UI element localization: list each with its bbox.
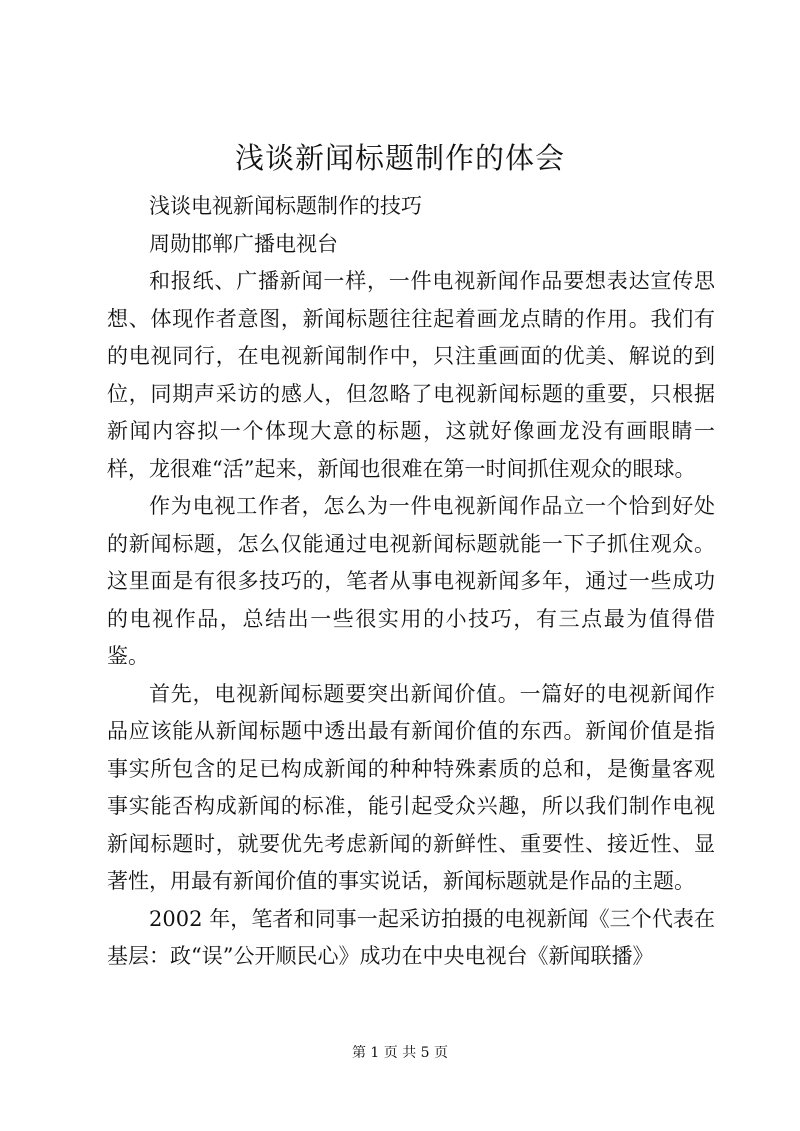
body-paragraph-3: 首先，电视新闻标题要突出新闻价值。一篇好的电视新闻作品应该能从新闻标题中透出最有新闻价值的东西。新闻价值是指事实所包含的足已构成新闻的种种特殊素质的总和，是衡量客观事实能否构成新闻的标准，能引起受众兴趣，所以我们制作电视新闻标题时，就要优先考虑新闻的新鲜性、重要性、接近性、显著性，用最有新闻价值的事实说话，新闻标题就是作品的主题。 (107, 681, 715, 893)
document-body (107, 188, 715, 976)
document-title: 浅谈新闻标题制作的体会 (234, 141, 565, 175)
page-number-footer: 第 1 页 共 5 页 (351, 1045, 449, 1061)
body-paragraph-4: 2002 年，笔者和同事一起采访拍摄的电视新闻《三个代表在基层：政“误”公开顺民心》成功在中央电视台《新闻联播》 (107, 906, 715, 968)
author-paragraph: 周勋邯郸广播电视台 (149, 231, 338, 256)
body-paragraph-2: 作为电视工作者，怎么为一件电视新闻作品立一个恰到好处的新闻标题，怎么仅能通过电视新闻标题就能一下子抓住观众。这里面是有很多技巧的，笔者从事电视新闻多年，通过一些成功的电视作品，总结出一些很实用的小技巧，有三点最为值得借鉴。 (107, 494, 715, 668)
subtitle-paragraph: 浅谈电视新闻标题制作的技巧 (149, 194, 422, 218)
body-paragraph-1: 和报纸、广播新闻一样，一件电视新闻作品要想表达宣传思想、体现作者意图，新闻标题往往起着画龙点睛的作用。我们有的电视同行，在电视新闻制作中，只注重画面的优美、解说的到位，同期声采访的感人，但忽略了电视新闻标题的重要，只根据新闻内容拟一个体现大意的标题，这就好像画龙没有画眼睛一样，龙很难“活”起来，新闻也很难在第一时间抓住观众的眼球。 (107, 269, 715, 481)
